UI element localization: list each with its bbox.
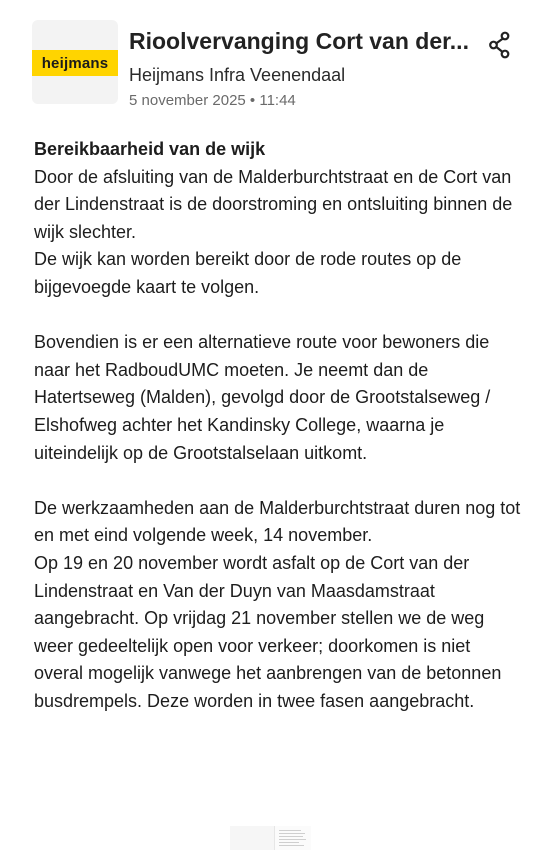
attachment-preview[interactable]: [230, 826, 310, 850]
body-paragraph: Op 19 en 20 november wordt asfalt op de Cort van der Lindenstraat en Van der Duyn van Maasdamstraat aangebracht. Op vrijdag 21 november stellen we de weg weer gedeeltelijk open voor verkeer; doorkomen is niet overal mogelijk vanwege het aanbrengen van de betonnen busdrempels. Deze worden in twee fasen aangebracht.: [34, 552, 502, 711]
share-icon[interactable]: [487, 30, 513, 60]
company-logo[interactable]: [32, 20, 118, 104]
body-paragraph: Door de afsluiting van de Malderburchtstraat en de Cort van der Lindenstraat is de doorstroming en ontsluiting binnen de wijk slechter.: [34, 166, 513, 242]
post-author[interactable]: Heijmans Infra Veenendaal: [129, 65, 346, 85]
post-title[interactable]: Rioolvervanging Cort van der...: [129, 28, 469, 54]
document-thumbnail: [274, 826, 311, 850]
post-header: [32, 20, 522, 120]
logo-text: heijmans: [41, 54, 109, 72]
body-paragraph: De werkzaamheden aan de Malderburchtstraat duren nog tot en met eind volgende week, 14 november.: [34, 497, 521, 546]
logo-band: [32, 50, 118, 76]
post-date: 5 november 2025 • 11:44: [129, 92, 296, 109]
post-body: [34, 136, 524, 715]
paragraph-spacer: [34, 302, 524, 330]
section-heading: Bereikbaarheid van de wijk: [34, 139, 266, 159]
body-paragraph: Bovendien is er een alternatieve route voor bewoners die naar het RadboudUMC moeten. Je neemt dan de Hatertseweg (Malden), gevolgd door de Grootstalseweg / Elshofweg achter het Kandinsky College, waarna je uiteindelijk op de Grootstalselaan uitkomt.: [34, 332, 491, 463]
body-paragraph: De wijk kan worden bereikt door de rode routes op de bijgevoegde kaart te volgen.: [34, 249, 462, 297]
paragraph-spacer: [34, 467, 524, 495]
